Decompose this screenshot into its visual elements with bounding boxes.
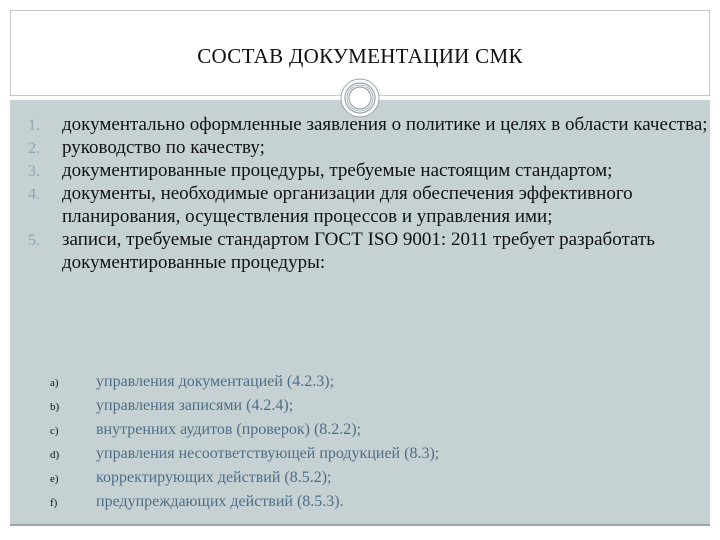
sub-list-item xyxy=(50,442,670,466)
sub-list-marker: c) xyxy=(50,425,59,437)
sub-list xyxy=(50,370,670,514)
sub-list-marker: d) xyxy=(50,449,60,461)
sub-list-text: управления записями (4.2.4); xyxy=(96,397,294,414)
list-number: 1. xyxy=(28,117,40,134)
sub-list-text: корректирующих действий (8.5.2); xyxy=(96,469,332,486)
sub-list-text: управления несоответствующей продукцией (8.3); xyxy=(96,445,440,462)
sub-list-item xyxy=(50,394,670,418)
sub-list-item xyxy=(50,418,670,442)
sub-list-marker: e) xyxy=(50,473,59,485)
list-item-text: руководство по качеству; xyxy=(62,137,265,158)
sub-list-text: управления документацией (4.2.3); xyxy=(96,373,335,390)
list-item xyxy=(28,136,708,159)
sub-list-item xyxy=(50,490,670,514)
main-list xyxy=(28,113,708,274)
list-number: 4. xyxy=(28,186,40,203)
sub-list-item xyxy=(50,370,670,394)
list-item-text: документы, необходимые организации для обеспечения эффективного планирования, осуществления процессов и управления ими; xyxy=(62,183,633,227)
bottom-divider xyxy=(10,524,710,526)
list-number: 2. xyxy=(28,140,40,157)
list-number: 5. xyxy=(28,232,40,249)
sub-list-marker: b) xyxy=(50,401,60,413)
sub-list-item xyxy=(50,466,670,490)
sub-list-marker: f) xyxy=(50,497,58,509)
slide-title: СОСТАВ ДОКУМЕНТАЦИИ СМК xyxy=(197,44,523,68)
sub-list-marker: a) xyxy=(50,377,59,389)
sub-list-text: предупреждающих действий (8.5.3). xyxy=(96,493,344,510)
circle-ornament-icon xyxy=(340,78,380,118)
list-item xyxy=(28,159,708,182)
list-item xyxy=(28,113,708,136)
list-item xyxy=(28,228,708,274)
list-number: 3. xyxy=(28,163,40,180)
list-item xyxy=(28,182,708,228)
sub-list-text: внутренних аудитов (проверок) (8.2.2); xyxy=(96,421,362,438)
list-item-text: записи, требуемые стандартом ГОСТ ISO 9001: 2011 требует разработать документированные процедуры: xyxy=(62,229,655,273)
list-item-text: документально оформленные заявления о политике и целях в области качества; xyxy=(62,114,708,135)
list-item-text: документированные процедуры, требуемые настоящим стандартом; xyxy=(62,160,613,181)
